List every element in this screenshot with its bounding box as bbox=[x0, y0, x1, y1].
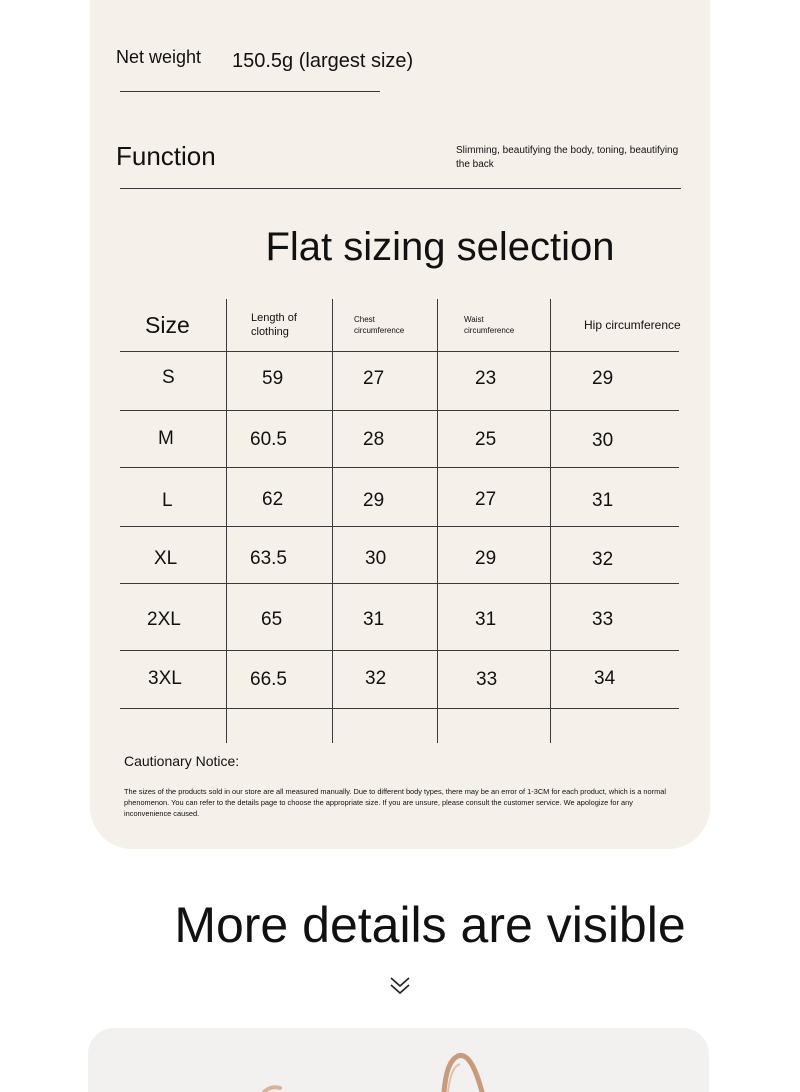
cell-length: 66.5 bbox=[250, 669, 287, 690]
net-weight-divider bbox=[120, 91, 380, 92]
product-photo bbox=[88, 1028, 709, 1092]
table-column-divider bbox=[332, 299, 333, 743]
strap-illustration bbox=[88, 1028, 709, 1092]
cell-hip: 32 bbox=[592, 549, 614, 570]
cell-size: 2XL bbox=[147, 609, 181, 630]
table-row-divider bbox=[120, 410, 679, 411]
net-weight-value: 150.5g (largest size) bbox=[232, 50, 414, 72]
function-label: Function bbox=[116, 141, 216, 171]
cell-hip: 29 bbox=[592, 368, 614, 389]
header-waist: Waist circumference bbox=[464, 315, 515, 335]
function-divider bbox=[120, 188, 681, 189]
table-row-divider bbox=[120, 583, 679, 584]
cell-length: 63.5 bbox=[250, 548, 287, 569]
table-row-divider bbox=[120, 526, 679, 527]
notice-title: Cautionary Notice: bbox=[124, 753, 240, 769]
cell-length: 59 bbox=[262, 368, 284, 389]
cell-size: S bbox=[162, 367, 175, 388]
cell-size: M bbox=[158, 428, 174, 449]
size-info-card bbox=[90, 0, 710, 849]
cell-chest: 29 bbox=[363, 490, 385, 511]
cell-waist: 31 bbox=[475, 609, 497, 630]
table-row-divider bbox=[120, 467, 679, 468]
notice-body: The sizes of the products sold in our store are all measured manually. Due to different body types, there may be an error of 1-3CM for each product, which is a normal phenomenon. You can refer to the details page to choose the appropriate size. If you are unsure, please consult the customer service. We apologize for any inconvenience caused. bbox=[124, 787, 666, 818]
cell-hip: 34 bbox=[594, 668, 616, 689]
cell-waist: 27 bbox=[475, 489, 497, 510]
table-column-divider bbox=[437, 299, 438, 743]
cell-waist: 29 bbox=[475, 548, 497, 569]
cell-length: 65 bbox=[261, 609, 283, 630]
cell-chest: 28 bbox=[363, 429, 385, 450]
cell-size: L bbox=[162, 490, 173, 511]
cell-waist: 25 bbox=[475, 429, 497, 450]
table-row-divider bbox=[120, 351, 679, 352]
cell-waist: 33 bbox=[476, 669, 498, 690]
header-chest: Chest circumference bbox=[354, 315, 405, 335]
more-details-heading: More details are visible bbox=[174, 897, 686, 953]
cell-length: 60.5 bbox=[250, 429, 287, 450]
table-column-divider bbox=[550, 299, 551, 743]
table-row-divider bbox=[120, 650, 679, 651]
net-weight-label: Net weight bbox=[116, 47, 202, 67]
cell-waist: 23 bbox=[475, 368, 497, 389]
cell-chest: 32 bbox=[365, 668, 387, 689]
cell-chest: 30 bbox=[365, 548, 387, 569]
cell-length: 62 bbox=[262, 489, 284, 510]
cell-hip: 31 bbox=[592, 490, 614, 511]
table-column-divider bbox=[226, 299, 227, 743]
function-value: Slimming, beautifying the body, toning, beautifying the back bbox=[456, 145, 679, 170]
header-hip: Hip circumference bbox=[584, 318, 681, 332]
cell-chest: 27 bbox=[363, 368, 385, 389]
header-length: Length of clothing bbox=[251, 312, 297, 338]
cell-chest: 31 bbox=[363, 609, 385, 630]
table-row-divider bbox=[120, 708, 679, 709]
sizing-title: Flat sizing selection bbox=[265, 225, 615, 269]
double-chevron-down-icon[interactable] bbox=[388, 974, 412, 998]
header-size: Size bbox=[145, 311, 190, 338]
cell-hip: 33 bbox=[592, 609, 614, 630]
cell-size: 3XL bbox=[148, 668, 182, 689]
cell-size: XL bbox=[154, 548, 178, 569]
cell-hip: 30 bbox=[592, 430, 614, 451]
